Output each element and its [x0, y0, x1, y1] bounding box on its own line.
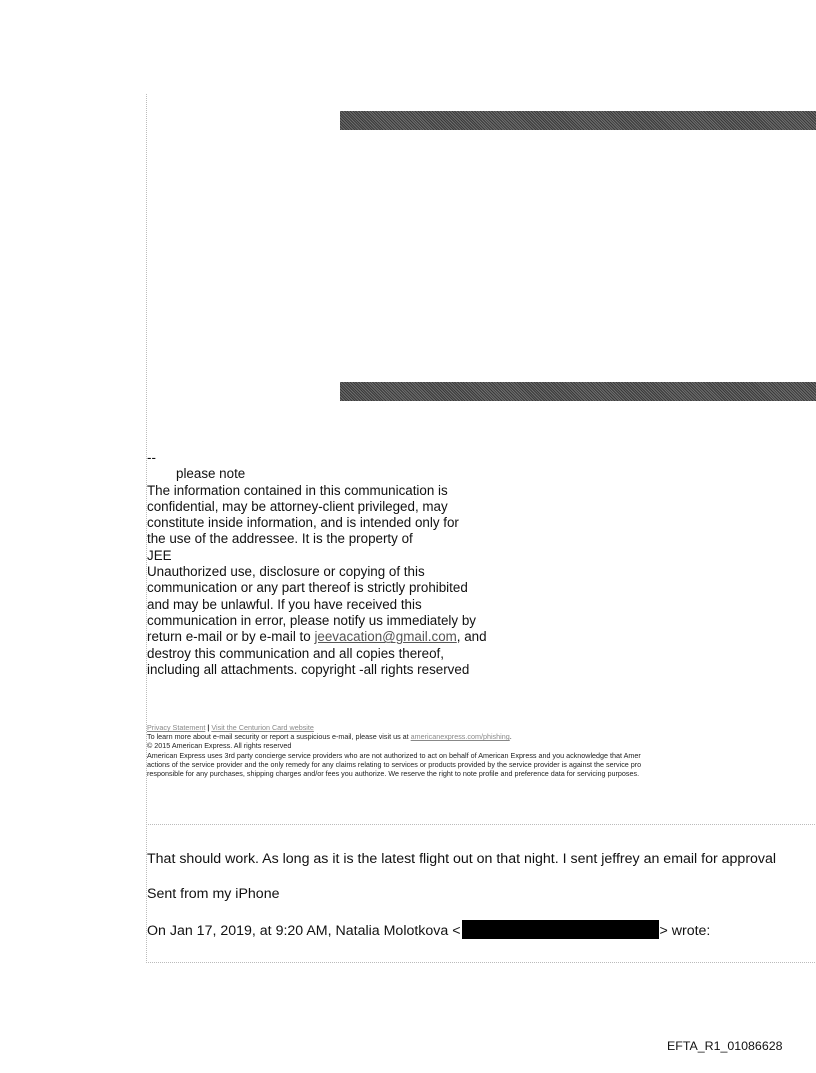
notice-line: JEE: [147, 547, 172, 563]
notice-line: Unauthorized use, disclosure or copying of this: [147, 564, 425, 580]
notice-line: constitute inside information, and is intended only for: [147, 515, 459, 531]
return-prefix: return e-mail or by e-mail to: [147, 629, 315, 645]
reply-body: That should work. As long as it is the latest flight out on that night. I sent jeffrey an email for approval: [147, 851, 777, 867]
reply-signature: Sent from my iPhone: [147, 886, 280, 902]
link-separator: |: [207, 723, 210, 732]
bates-number: EFTA_R1_01086628: [667, 1039, 783, 1053]
legal-line: American Express uses 3rd party concierge service providers who are not authorized to act on behalf of American Express and you acknowledge that Amer: [147, 750, 641, 760]
legal-line: actions of the service provider and the only remedy for any claims relating to services or products provided by the service provider is against the service pro: [147, 759, 642, 769]
quote-prefix: On Jan 17, 2019, at 9:20 AM, Natalia Molotkova <: [147, 923, 461, 939]
security-line: [147, 732, 816, 741]
email-link[interactable]: jeevacation@gmail.com: [314, 629, 457, 645]
notice-line: communication in error, please notify us immediately by: [147, 612, 476, 628]
quote-suffix: > wrote:: [659, 923, 711, 939]
notice-line: [147, 629, 627, 645]
notice-line: the use of the addressee. It is the property of: [147, 531, 413, 547]
confidentiality-notice: [147, 450, 627, 678]
redaction-bar-top: [340, 111, 816, 130]
security-prefix: To learn more about e-mail security or report a suspicious e-mail, please visit us at: [147, 732, 411, 742]
footer-links: [147, 723, 816, 732]
notice-line: destroy this communication and all copies thereof,: [147, 645, 444, 661]
notice-line: The information contained in this communication is: [147, 482, 448, 498]
legal-line: responsible for any purchases, shipping charges and/or fees you authorize. We reserve the right to note profile and preference data for servicing purposes.: [147, 769, 640, 779]
privacy-statement-link[interactable]: Privacy Statement: [147, 723, 206, 732]
quote-header: [147, 920, 710, 939]
phishing-link[interactable]: americanexpress.com/phishing: [410, 732, 510, 742]
notice-heading: please note: [176, 466, 246, 482]
redaction-bar-bottom: [340, 382, 816, 401]
return-suffix: , and: [456, 629, 487, 645]
copyright-line: © 2015 American Express. All rights reserved: [147, 741, 292, 751]
redacted-email: [462, 920, 659, 939]
security-suffix: .: [509, 732, 512, 742]
notice-line: communication or any part thereof is strictly prohibited: [147, 580, 468, 596]
notice-line: including all attachments. copyright -all rights reserved: [147, 661, 470, 677]
notice-line: and may be unlawful. If you have received this: [147, 596, 422, 612]
amex-footer: [147, 723, 816, 778]
signature-dashes: --: [147, 450, 156, 465]
notice-line: confidential, may be attorney-client privileged, may: [147, 498, 448, 514]
centurion-website-link[interactable]: Visit the Centurion Card website: [211, 723, 314, 732]
